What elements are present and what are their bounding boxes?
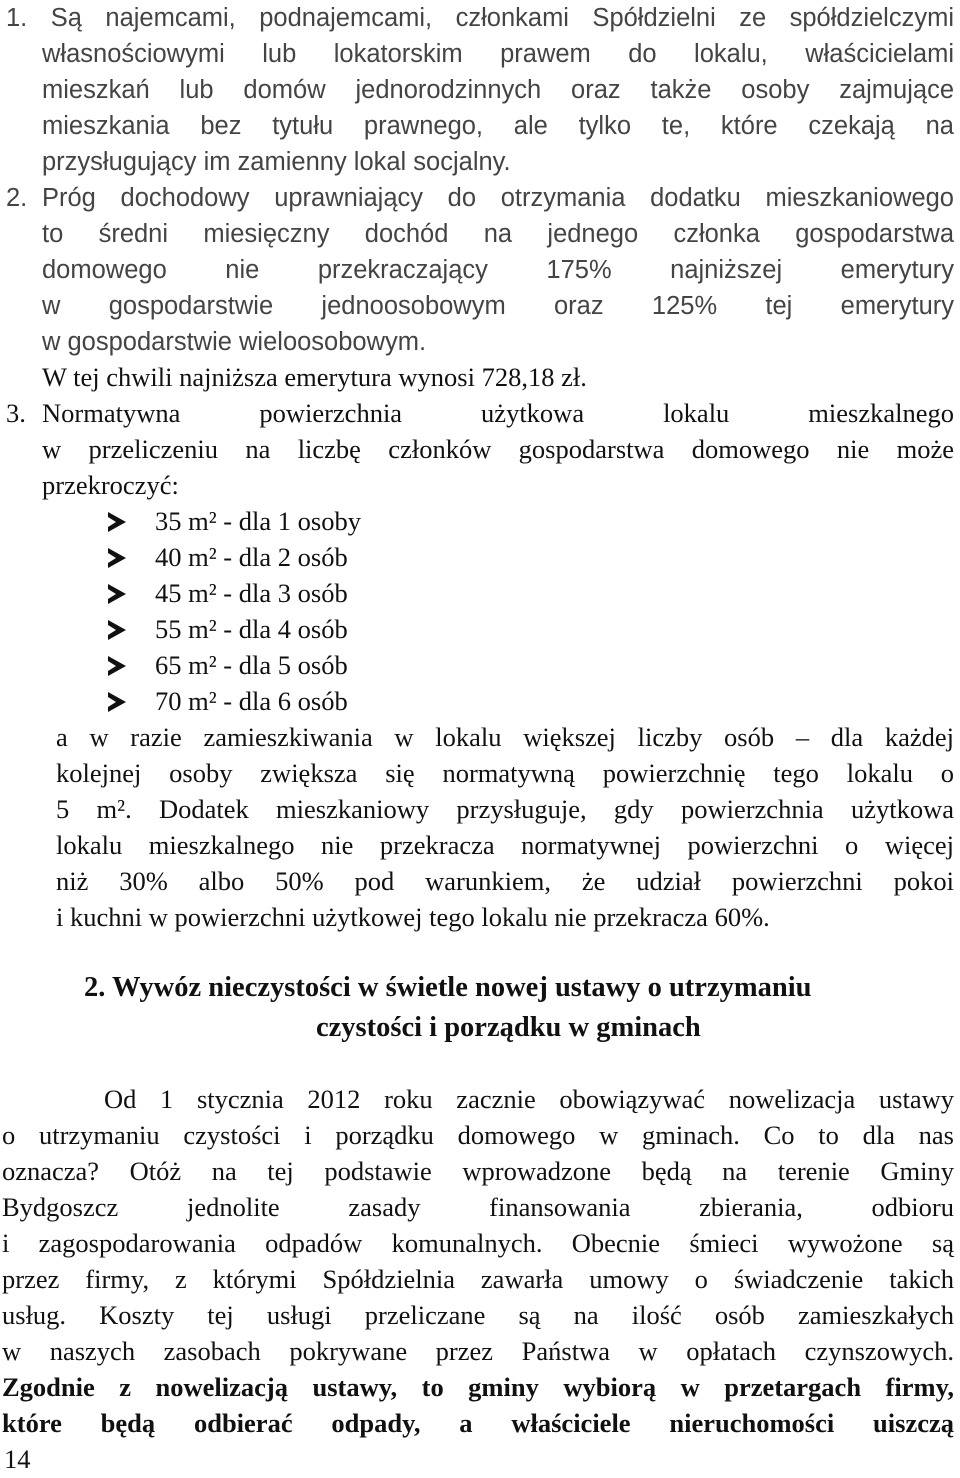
paragraph-line-bold: które będą odbierać odpady, a właściciele nieruchomości uiszczą [2,1408,954,1438]
paragraph-line: Od 1 stycznia 2012 roku zacznie obowiązywać nowelizacja ustawy [104,1084,954,1114]
list-item: 40 m² - dla 2 osób [155,542,348,572]
paragraph-line: kolejnej osoby zwiększa się normatywną powierzchnię tego lokalu o [56,758,954,788]
list-item: 35 m² - dla 1 osoby [155,506,361,536]
item-3-line: w przeliczeniu na liczbę członków gospodarstwa domowego nie może [42,434,954,464]
item-1-line: własnościowymi lub lokatorskim prawem do lokalu, właścicielami [42,40,954,68]
list-item: 45 m² - dla 3 osób [155,578,348,608]
item-2-line: w gospodarstwie wieloosobowym. [42,328,427,356]
paragraph-line: i zagospodarowania odpadów komunalnych. Obecnie śmieci wywożone są [2,1228,954,1258]
paragraph-line: i kuchni w powierzchni użytkowej tego lokalu nie przekracza 60%. [56,902,770,932]
arrow-bullet-icon [108,512,126,532]
item-2-number: 2. [6,184,28,212]
item-1-line: mieszkania bez tytułu prawnego, ale tylko te, które czekają na [42,112,954,140]
paragraph-line: oznacza? Otóż na tej podstawie wprowadzone będą na terenie Gminy [2,1156,954,1186]
paragraph-line: niż 30% albo 50% pod warunkiem, że udział powierzchni pokoi [56,866,954,896]
section-heading-line: 2. Wywóz nieczystości w świetle nowej ustawy o utrzymaniu [84,972,812,1003]
list-item: 70 m² - dla 6 osób [155,686,348,716]
item-1-line: mieszkań lub domów jednorodzinnych oraz także osoby zajmujące [42,76,954,104]
item-2-line: domowego nie przekraczający 175% najniższej emerytury [42,256,954,284]
item-2-line: Próg dochodowy uprawniający do otrzymania dodatku mieszkaniowego [42,184,954,212]
item-2-line: w gospodarstwie jednoosobowym oraz 125% tej emerytury [42,292,954,320]
list-item: 65 m² - dla 5 osób [155,650,348,680]
item-3-line: Normatywna powierzchnia użytkowa lokalu mieszkalnego [42,398,954,428]
arrow-bullet-icon [108,548,126,568]
paragraph-line: Bydgoszcz jednolite zasady finansowania zbierania, odbioru [2,1192,954,1222]
list-item: 55 m² - dla 4 osób [155,614,348,644]
page-number: 14 [4,1444,31,1474]
paragraph-line: usług. Koszty tej usługi przeliczane są na ilość osób zamieszkałych [2,1300,954,1330]
item-1-line: przysługujący im zamienny lokal socjalny. [42,148,511,176]
arrow-bullet-icon [108,692,126,712]
arrow-bullet-icon [108,620,126,640]
paragraph-line: a w razie zamieszkiwania w lokalu większej liczby osób – dla każdej [56,722,954,752]
paragraph-line: przez firmy, z którymi Spółdzielnia zawarła umowy o świadczenie takich [2,1264,954,1294]
item-2-line: W tej chwili najniższa emerytura wynosi 728,18 zł. [42,362,587,392]
paragraph-line-bold: Zgodnie z nowelizacją ustawy, to gminy wybiorą w przetargach firmy, [2,1372,954,1402]
paragraph-line: o utrzymaniu czystości i porządku domowego w gminach. Co to dla nas [2,1120,954,1150]
item-1-line: 1. Są najemcami, podnajemcami, członkami Spółdzielni ze spółdzielczymi [6,4,954,32]
paragraph-line: w naszych zasobach pokrywane przez Państwa w opłatach czynszowych. [2,1336,954,1366]
item-3-line: przekroczyć: [42,470,179,500]
item-3-number: 3. [6,398,26,428]
item-2-line: to średni miesięczny dochód na jednego członka gospodarstwa [42,220,954,248]
paragraph-line: 5 m². Dodatek mieszkaniowy przysługuje, gdy powierzchnia użytkowa [56,794,954,824]
paragraph-line: lokalu mieszkalnego nie przekracza normatywnej powierzchni o więcej [56,830,954,860]
arrow-bullet-icon [108,584,126,604]
arrow-bullet-icon [108,656,126,676]
section-heading-line: czystości i porządku w gminach [316,1012,701,1043]
